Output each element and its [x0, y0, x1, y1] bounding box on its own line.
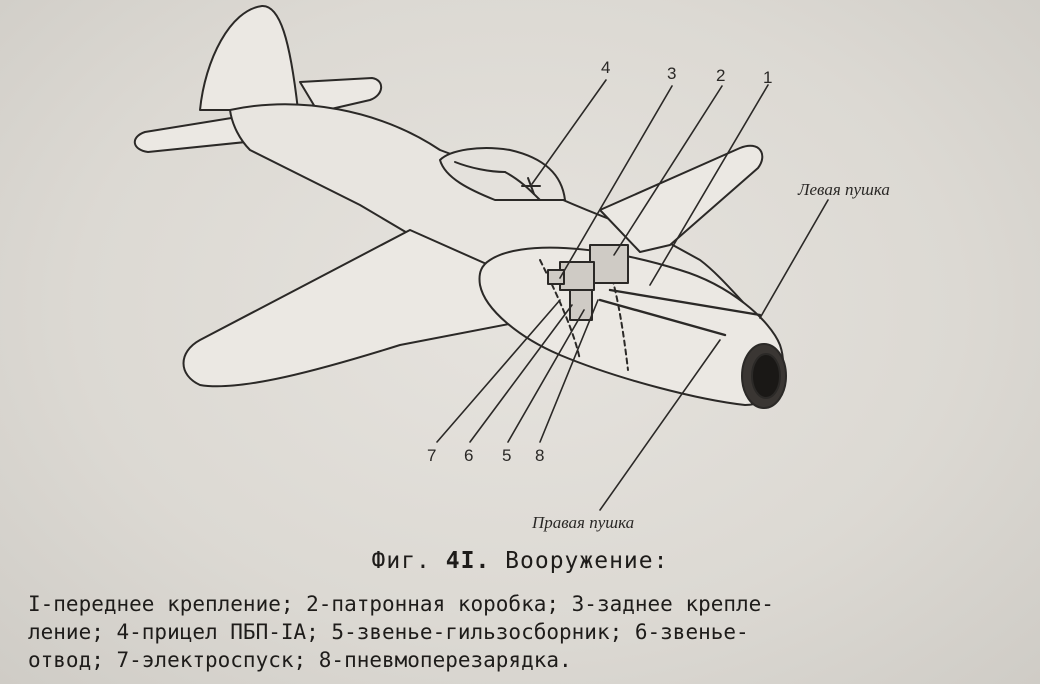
figure-heading: Вооружение: [505, 548, 669, 574]
callout-7: 7 [427, 446, 437, 465]
callout-8: 8 [535, 446, 545, 465]
callout-1: 1 [763, 68, 773, 87]
callout-5: 5 [502, 446, 512, 465]
callout-3: 3 [667, 64, 677, 83]
legend-line: ление; 4-прицел ПБП-IА; 5-звенье-гильзосборник; 6-звенье- [28, 620, 749, 644]
figure-number: 4I. [445, 548, 491, 574]
leader-4 [532, 80, 606, 184]
figure-prefix: Фиг. [371, 548, 431, 574]
left-gun-label: Левая пушка [798, 180, 890, 199]
front-fuselage [479, 248, 783, 405]
callout-2: 2 [716, 66, 726, 85]
leader-left-gun [760, 200, 828, 318]
legend-line: отвод; 7-электроспуск; 8-пневмоперезарядка. [28, 648, 572, 672]
right-gun-label: Правая пушка [532, 513, 635, 532]
right-wing [600, 146, 762, 252]
vertical-tail [200, 6, 298, 110]
callout-6: 6 [464, 446, 474, 465]
legend-line: I-переднее крепление; 2-патронная коробка; 3-заднее крепле- [28, 592, 774, 616]
figure-title [0, 548, 1040, 574]
figure-legend [28, 590, 1028, 674]
callout-4: 4 [601, 58, 611, 77]
